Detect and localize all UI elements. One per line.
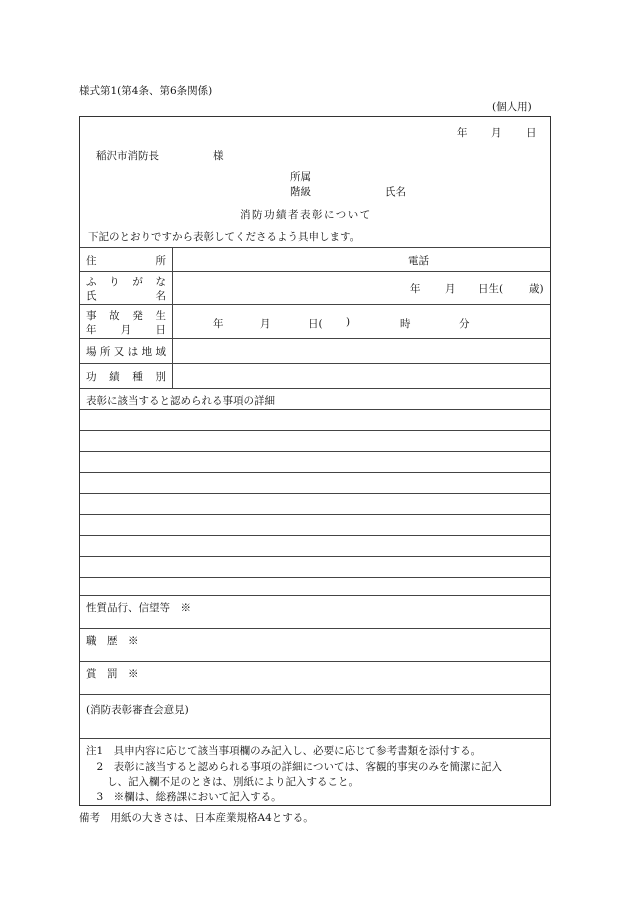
birth-day-label: 日生( (478, 283, 504, 295)
incident-year-label: 年 (213, 318, 224, 330)
form-number: 様式第1(第4条、第6条関係) (79, 85, 213, 97)
location-label: 場 所 又 は 地 域 (86, 346, 166, 358)
merit-type-label: 功 績 種 別 (86, 371, 166, 383)
incident-paren-close: ) (346, 316, 351, 328)
form-type: (個人用) (492, 101, 532, 113)
address-label: 住 所 (86, 255, 166, 267)
full-name-label: 氏 名 (86, 290, 166, 302)
addressee: 稲沢市消防長 (96, 150, 159, 162)
incident-date-label-line1: 事 故 発 生 (86, 310, 166, 322)
intro-text: 下記のとおりですから表彰してくださるよう具申します。 (88, 231, 361, 243)
incident-minute-label: 分 (459, 318, 470, 330)
incident-hour-label: 時 (400, 318, 411, 330)
phone-label: 電話 (408, 255, 429, 267)
note-2: 2 表彰に該当すると認められる事項の詳細については、客観的事実のみを簡潔に記入 (86, 761, 502, 773)
rewards-label: 賞 罰 ※ (86, 668, 139, 680)
note-3: 3 ※欄は、総務課において記入する。 (86, 791, 282, 803)
date-year-label: 年 (457, 127, 468, 139)
age-label: 歳) (529, 283, 544, 295)
date-month-label: 月 (491, 127, 502, 139)
furigana-label: ふ り が な (86, 276, 166, 288)
committee-opinion-label: (消防表彰審査会意見) (86, 704, 189, 716)
incident-date-label-line2: 年 月 日 (86, 324, 166, 336)
character-label: 性質品行、信望等 ※ (86, 602, 191, 614)
details-label: 表彰に該当すると認められる事項の詳細 (86, 395, 275, 407)
incident-month-label: 月 (260, 318, 271, 330)
rank-label: 階級 (290, 186, 311, 198)
affiliation-label: 所属 (290, 171, 311, 183)
application-form (79, 116, 551, 806)
addressee-suffix: 様 (213, 150, 224, 162)
note-2-continued: し、記入欄不足のときは、別紙により記入すること。 (86, 776, 359, 788)
career-label: 職 歴 ※ (86, 635, 139, 647)
birth-month-label: 月 (445, 283, 456, 295)
name-label: 氏名 (385, 186, 406, 198)
form-title: 消防功績者表彰について (240, 209, 372, 221)
birth-year-label: 年 (410, 283, 421, 295)
date-day-label: 日 (526, 127, 537, 139)
incident-day-label: 日( (308, 318, 323, 330)
note-1: 注1 具申内容に応じて該当事項欄のみ記入し、必要に応じて参考書類を添付する。 (86, 745, 482, 757)
footer-note: 備考 用紙の大きさは、日本産業規格A4とする。 (79, 812, 314, 824)
